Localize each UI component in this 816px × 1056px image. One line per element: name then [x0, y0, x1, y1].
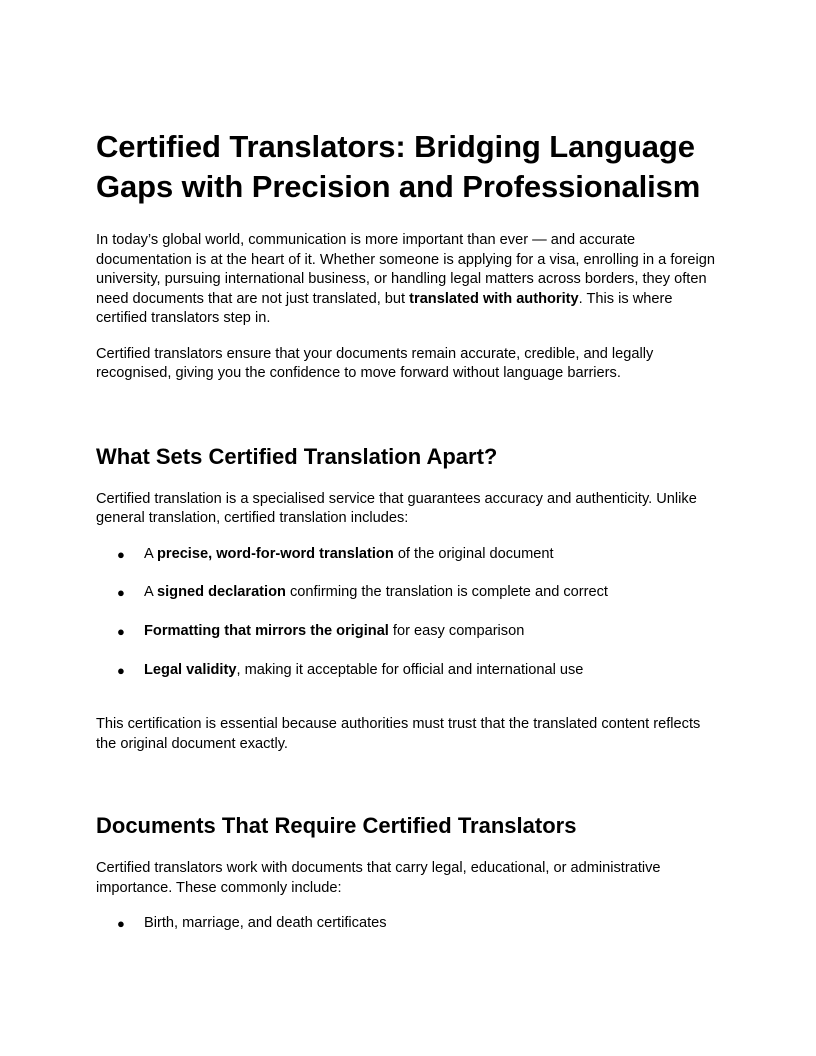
list-item-text: Birth, marriage, and death certificates	[144, 915, 387, 932]
list-item	[96, 622, 724, 642]
list-item-tail: confirming the translation is complete and correct	[285, 584, 608, 601]
intro-paragraph-1	[96, 231, 724, 329]
document-page	[96, 127, 724, 934]
list-item-bold: Legal validity	[144, 661, 237, 678]
intro-p1-tail: . This is where certified translators step in.	[96, 290, 673, 326]
section-heading-documents: Documents That Require Certified Translators	[96, 813, 577, 839]
list-item	[96, 583, 724, 603]
list-item-tail: for easy comparison	[388, 623, 525, 640]
list-item-bold: precise, word-for-word translation	[156, 545, 394, 562]
intro-paragraph-2: Certified translators ensure that your documents remain accurate, credible, and legally recognised, giving you the confidence to move forward without language barriers.	[96, 345, 654, 381]
section1-lead-paragraph: Certified translation is a specialised service that guarantees accuracy and authenticity. Unlike general translation, certified translation includes:	[96, 490, 697, 526]
list-item-text: A	[144, 545, 157, 562]
document-title: Certified Translators: Bridging Language Gaps with Precision and Professionalism	[96, 129, 701, 204]
list-item-tail: of the original document	[393, 545, 554, 562]
list-item	[96, 545, 724, 565]
list-item-bold: signed declaration	[156, 584, 286, 601]
certified-translation-features-list	[96, 545, 724, 681]
bullet-icon: ●	[117, 624, 125, 640]
list-item	[96, 914, 724, 934]
intro-p1-bold: translated with authority	[409, 290, 579, 307]
bullet-icon: ●	[117, 585, 125, 601]
list-item-bold: Formatting that mirrors the original	[144, 623, 389, 640]
required-documents-list	[96, 914, 724, 934]
section-heading-certified-translation: What Sets Certified Translation Apart?	[96, 443, 498, 469]
bullet-icon: ●	[117, 916, 125, 932]
list-item-tail: , making it acceptable for official and international use	[236, 661, 584, 678]
bullet-icon: ●	[117, 546, 125, 562]
section1-closing-paragraph: This certification is essential because authorities must trust that the translated content reflects the original document exactly.	[96, 716, 701, 752]
intro-p1-text: In today’s global world, communication is more important than ever — and accurate documentation is at the heart of it. Whether someone is applying for a visa, enrolling in a foreign university, pursuing international business, or handling legal matters across borders, they often need documents that are not just translated, but	[96, 232, 715, 307]
section2-lead-paragraph: Certified translators work with documents that carry legal, educational, or administrative importance. These commonly include:	[96, 860, 661, 896]
list-item	[96, 661, 724, 681]
list-item-text: A	[144, 584, 157, 601]
bullet-icon: ●	[117, 662, 125, 678]
